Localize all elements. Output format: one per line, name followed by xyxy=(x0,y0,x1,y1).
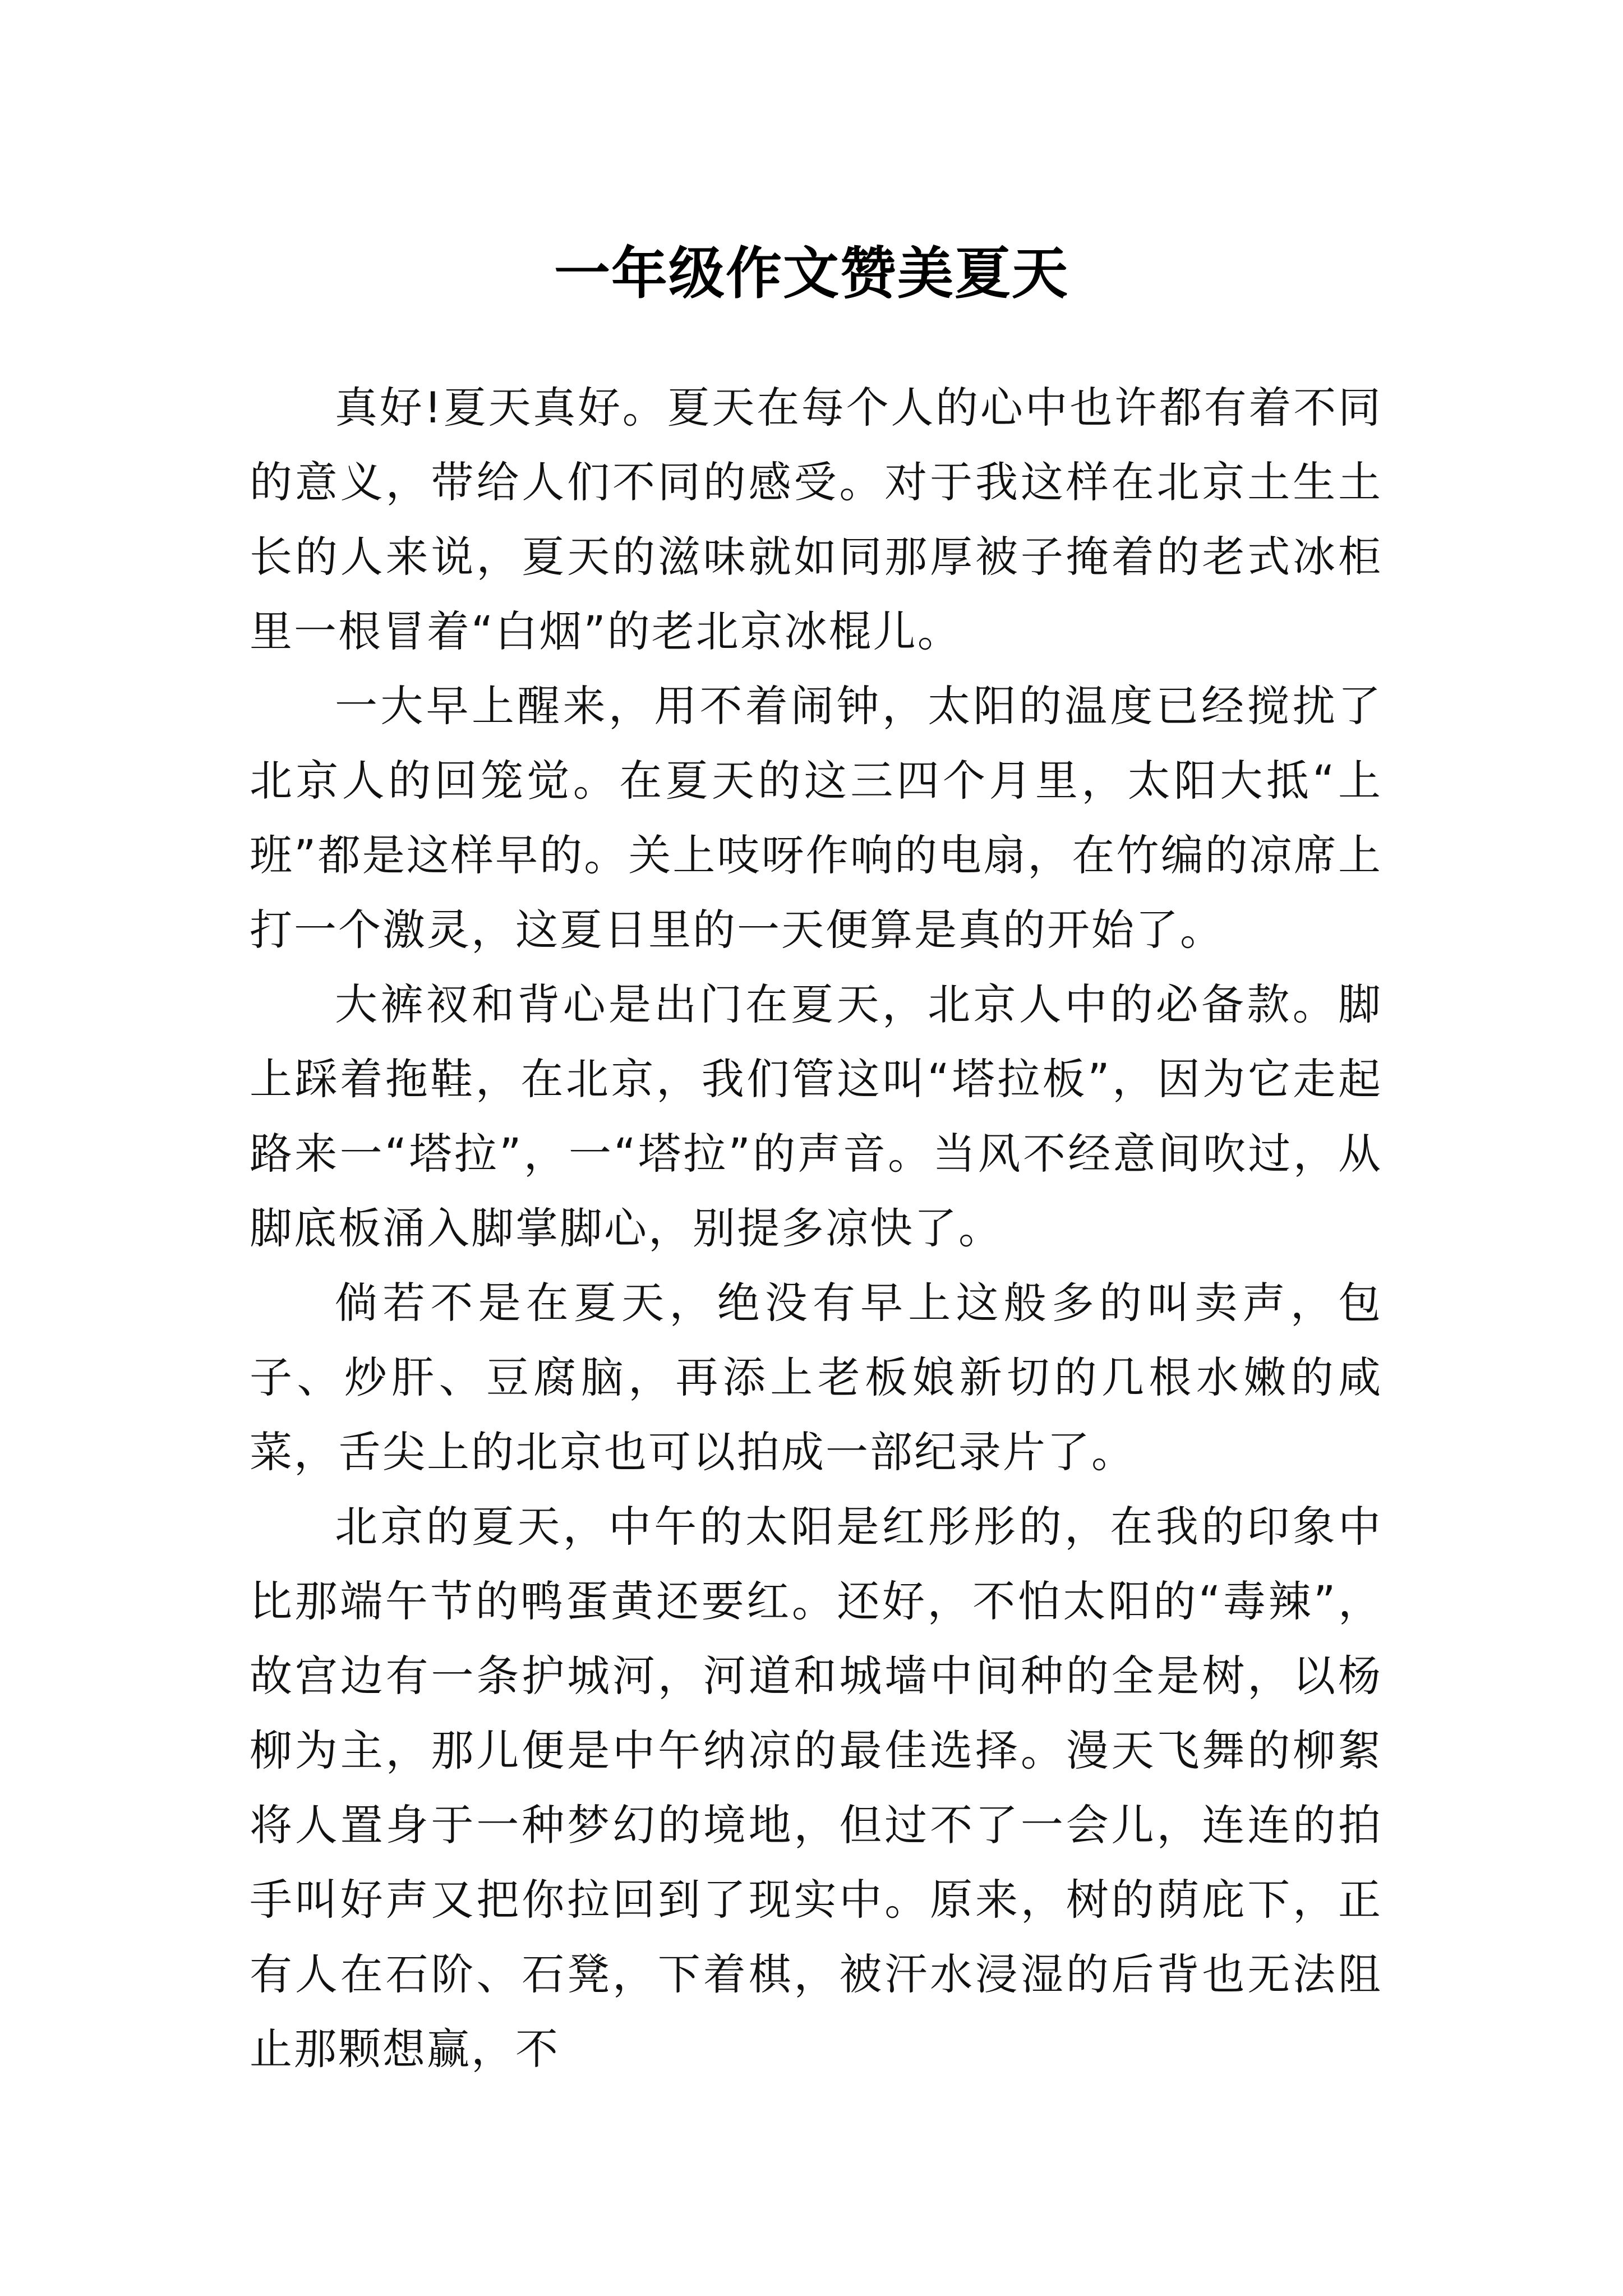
paragraph-4: 倘若不是在夏天，绝没有早上这般多的叫卖声，包子、炒肝、豆腐脑，再添上老板娘新切的几根水嫩的咸菜，舌尖上的北京也可以拍成一部纪录片了。 xyxy=(250,1278,1382,1477)
paragraph-2: 一大早上醒来，用不着闹钟，太阳的温度已经搅扰了北京人的回笼觉。在夏天的这三四个月里，太阳大抵“上班”都是这样早的。关上吱呀作响的电扇，在竹编的凉席上打一个激灵，这夏日里的一天便算是真的开始了。 xyxy=(250,681,1382,955)
essay-body xyxy=(250,370,1382,2086)
paragraph-1: 真好!夏天真好。夏天在每个人的心中也许都有着不同的意义，带给人们不同的感受。对于我这样在北京土生土长的人来说，夏天的滋味就如同那厚被子掩着的老式冰柜里一根冒着“白烟”的老北京冰棍儿。 xyxy=(250,383,1382,656)
paragraph-5: 北京的夏天，中午的太阳是红彤彤的，在我的印象中比那端午节的鸭蛋黄还要红。还好，不怕太阳的“毒辣”，故宫边有一条护城河，河道和城墙中间种的全是树，以杨柳为主，那儿便是中午纳凉的最佳选择。漫天飞舞的柳絮将人置身于一种梦幻的境地，但过不了一会儿，连连的拍手叫好声又把你拉回到了现实中。原来，树的荫庇下，正有人在石阶、石凳，下着棋，被汗水浸湿的后背也无法阻止那颗想赢，不 xyxy=(250,1502,1382,2074)
paragraph-3: 大裤衩和背心是出门在夏天，北京人中的必备款。脚上踩着拖鞋，在北京，我们管这叫“塔拉板”，因为它走起路来一“塔拉”，一“塔拉”的声音。当风不经意间吹过，从脚底板涌入脚掌脚心，别提多凉快了。 xyxy=(250,979,1382,1253)
page-title: 一年级作文赞美夏天 xyxy=(554,240,1069,306)
